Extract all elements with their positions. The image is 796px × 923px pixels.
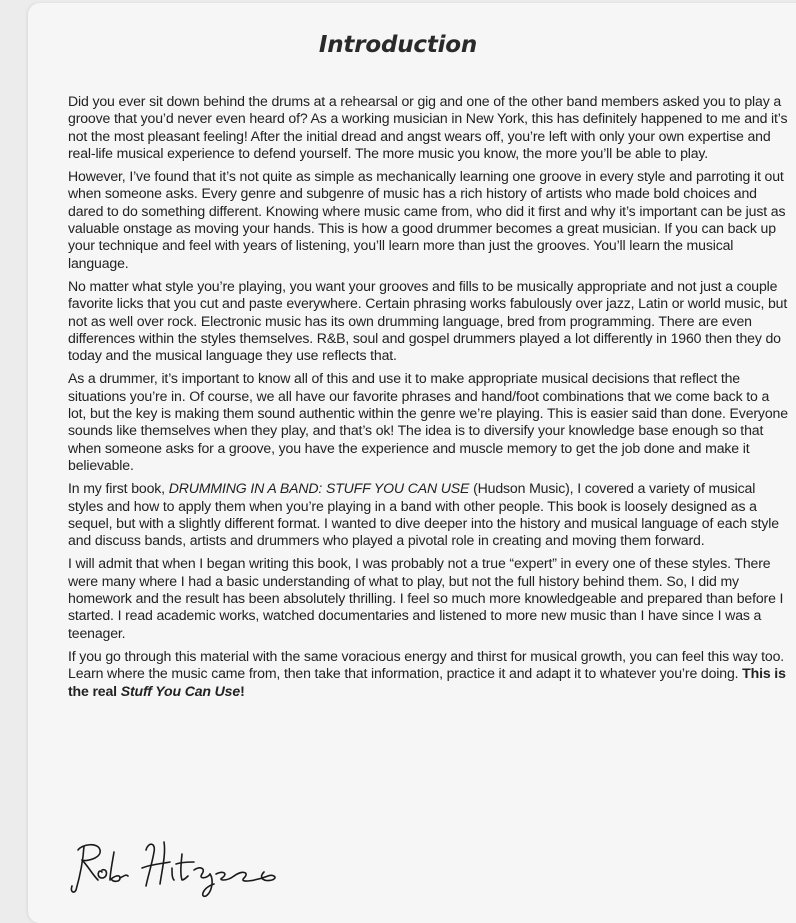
paragraph-4: As a drummer, it’s important to know all of this and use it to make appropriate musical decisions that reflect the situations you’re in. Of course, we all have our favorite phrases and hand/foot combinations that we come back to a lot, but the key is making them sound authentic within the genre we’re playing. This is easier said than done. Everyone sounds like themselves when they play, and that’s ok! The idea is to diversify your knowledge base enough so that when someone asks for a groove, you have the experience and muscle memory to get the job done and make it believable. <box>68 370 788 473</box>
closing-lead: This is the real <box>68 665 786 699</box>
closing-title: Stuff You Can Use <box>120 682 241 699</box>
intro-body <box>68 93 788 706</box>
author-signature <box>68 832 308 902</box>
paragraph-2: However, I’ve found that it’s not quite as simple as mechanically learning one groove in every style and parroting it out when someone asks. Every genre and subgenre of music has a rich history of artists who made bold choices and dared to do something different. Knowing where music came from, who did it first and why it’s important can be just as valuable onstage as moving your hands. This is how a good drummer becomes a great musician. If you can back up your technique and feel with years of listening, you’ll learn more than just the grooves. You’ll learn the musical language. <box>68 168 786 271</box>
paragraph-7 <box>68 648 788 700</box>
paragraph-3: No matter what style you’re playing, you want your grooves and fills to be musically appropriate and not just a couple favorite licks that you cut and paste everywhere. Certain phrasing works fabulously over jazz, Latin or world music, but not as well over rock. Electronic music has its own drumming language, bred from programming. There are even differences within the styles themselves. R&B, soul and gospel drummers played a lot differently in 1960 then they do today and the musical language they use reflects that. <box>68 277 788 364</box>
paragraph-6: I will admit that when I began writing this book, I was probably not a true “expert” in every one of these styles. There were many where I had a basic understanding of what to play, but not the full history behind them. So, I did my homework and the result has been absolutely thrilling. I feel so much more knowledgeable and prepared than before I started. I read academic works, watched documentaries and listened to more new music than I have since I was a teenager. <box>68 555 784 641</box>
paragraph-5 <box>68 480 788 549</box>
paragraph-5-rest: (Hudson Music), I covered a variety of musical styles and how to apply them when you’re playing in a band with other people. This book is loosely designed as a sequel, but with a slightly different format. I wanted to dive deeper into the history and musical language of each style and discuss bands, artists and drummers who played a pivotal role in creating and moving them forward. <box>68 480 779 549</box>
page-title: Introduction <box>318 32 478 58</box>
paragraph-1: Did you ever sit down behind the drums at a rehearsal or gig and one of the other band members asked you to play a groove that you’d never even heard of? As a working musician in New York, this has definitely happened to me and it’s not the most pleasant feeling! After the initial dread and angst wears off, you’re left with only your own expertise and real-life musical experience to defend yourself. The more music you know, the more you’ll be able to play. <box>68 93 788 161</box>
paragraph-7-text: If you go through this material with the same voracious energy and thirst for musical growth, you can feel this way too. Learn where the music came from, then take that information, practice it and adapt it to whatever you’re doing. <box>68 647 785 682</box>
book-title: DRUMMING IN A BAND: STUFF YOU CAN USE <box>168 480 470 497</box>
closing-end: ! <box>240 682 245 699</box>
paragraph-5-lead: In my first book, <box>68 480 169 497</box>
